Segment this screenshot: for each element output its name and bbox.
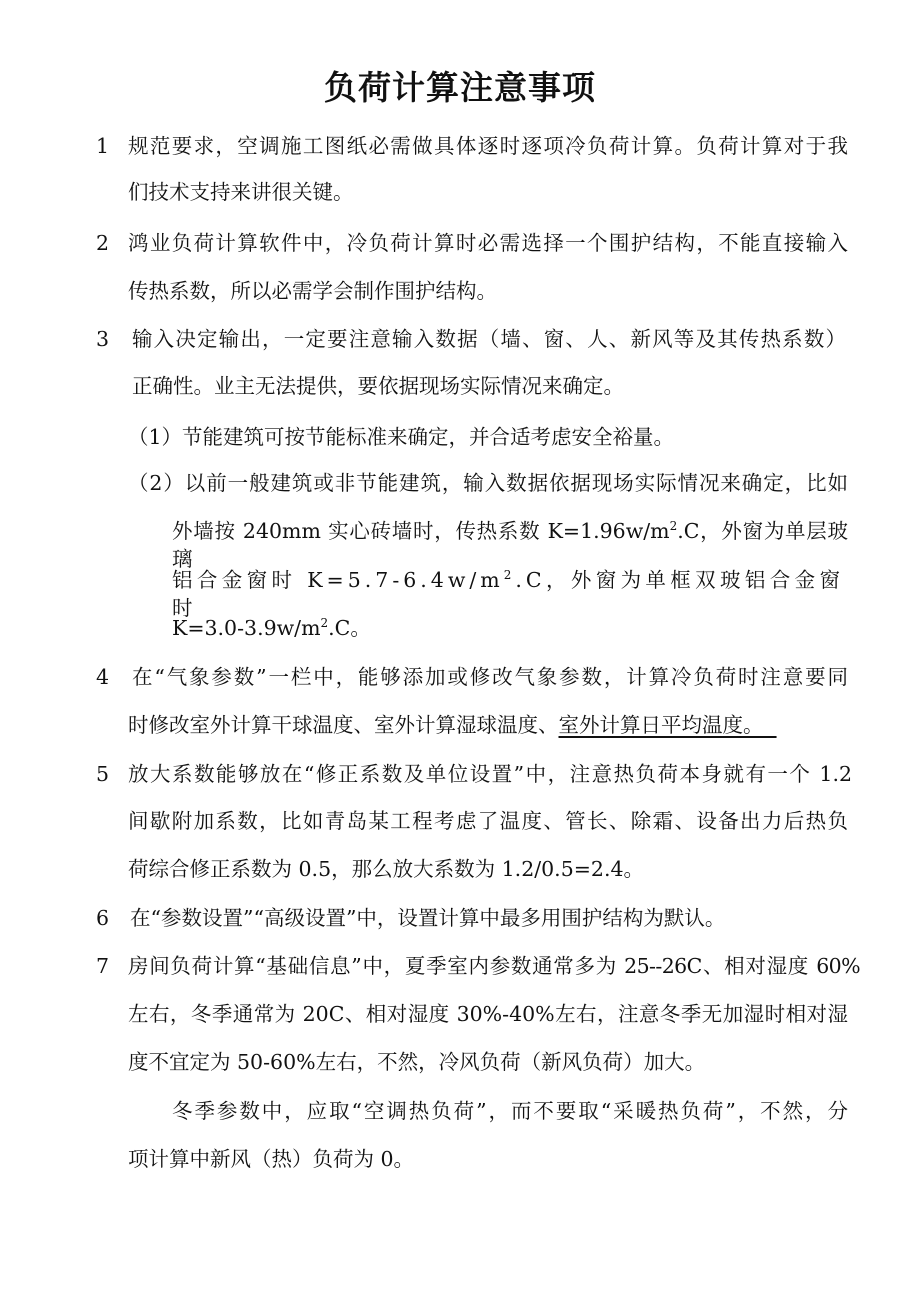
item-3-sub-2-line-3: 铝合金窗时 $K=5.7-6.4w/m^2.C$，外窗为单框双玻铝合金窗时	[172, 568, 845, 620]
item-1-number: 1	[96, 134, 110, 158]
page-title: 负荷计算注意事项	[324, 68, 596, 107]
item-7-line-1: 房间负荷计算“基础信息”中，夏季室内参数通常多为 25--26C、相对湿度 60%	[128, 954, 860, 978]
superscript-2: 2	[669, 519, 678, 534]
superscript-2: 2	[320, 616, 329, 631]
item-3-sub-1: （1）节能建筑可按节能标准来确定，并合适考虑安全裕量。	[128, 425, 675, 449]
item-1-line-2: 们技术支持来讲很关键。	[128, 180, 354, 204]
item-3-line-1: 输入决定输出，一定要注意输入数据（墙、窗、人、新风等及其传热系数）	[132, 327, 846, 351]
item-5-number: 5	[96, 762, 110, 786]
underlined-text: 室外计算日平均温度。	[558, 713, 764, 737]
item-2-line-2: 传热系数，所以必需学会制作围护结构。	[128, 279, 497, 303]
item-3-number: 3	[96, 327, 110, 351]
item-5-line-1: 放大系数能够放在“修正系数及单位设置”中，注意热负荷本身就有一个 1.2	[128, 762, 852, 786]
item-5-line-2: 间歇附加系数，比如青岛某工程考虑了温度、管长、除霜、设备出力后热负	[128, 809, 848, 833]
item-3-sub-2-line-2: 外墙按 240mm 实心砖墙时，传热系数 $K=1.96w/m^2.C$，外窗为单层玻璃	[172, 519, 848, 571]
item-7-para-2-line-2: 项计算中新风（热）负荷为 0。	[128, 1147, 415, 1171]
item-2-line-1: 鸿业负荷计算软件中，冷负荷计算时必需选择一个围护结构，不能直接输入	[128, 231, 848, 255]
item-6-line-1: 在“参数设置”“高级设置”中，设置计算中最多用围护结构为默认。	[130, 906, 726, 930]
superscript-2: 2	[503, 568, 516, 583]
item-6-number: 6	[96, 906, 110, 930]
item-5-line-3: 荷综合修正系数为 0.5，那么放大系数为 1.2/0.5=2.4。	[128, 857, 645, 881]
item-3-sub-2-line-4: $K=3.0-3.9w/m^2.C$。	[172, 616, 371, 640]
item-3-line-2: 正确性。业主无法提供，要依据现场实际情况来确定。	[132, 374, 624, 398]
item-7-line-3: 度不宜定为 50-60%左右，不然，冷风负荷（新风负荷）加大。	[128, 1050, 706, 1074]
item-4-line-1: 在“气象参数”一栏中，能够添加或修改气象参数，计算冷负荷时注意要同	[132, 665, 848, 689]
item-4-line-2: 时修改室外计算干球温度、室外计算湿球温度、室外计算日平均温度。	[128, 713, 764, 737]
item-4-number: 4	[96, 665, 110, 689]
item-2-number: 2	[96, 231, 110, 255]
item-1-line-1: 规范要求，空调施工图纸必需做具体逐时逐项冷负荷计算。负荷计算对于我	[128, 134, 848, 158]
item-7-para-2-line-1: 冬季参数中，应取“空调热负荷”，而不要取“采暖热负荷”，不然，分	[172, 1099, 848, 1123]
item-7-number: 7	[96, 954, 110, 978]
item-3-sub-2-line-1: （2）以前一般建筑或非节能建筑，输入数据依据现场实际情况来确定，比如	[128, 471, 848, 495]
item-7-line-2: 左右，冬季通常为 20C、相对湿度 30%-40%左右，注意冬季无加湿时相对湿	[128, 1002, 848, 1026]
